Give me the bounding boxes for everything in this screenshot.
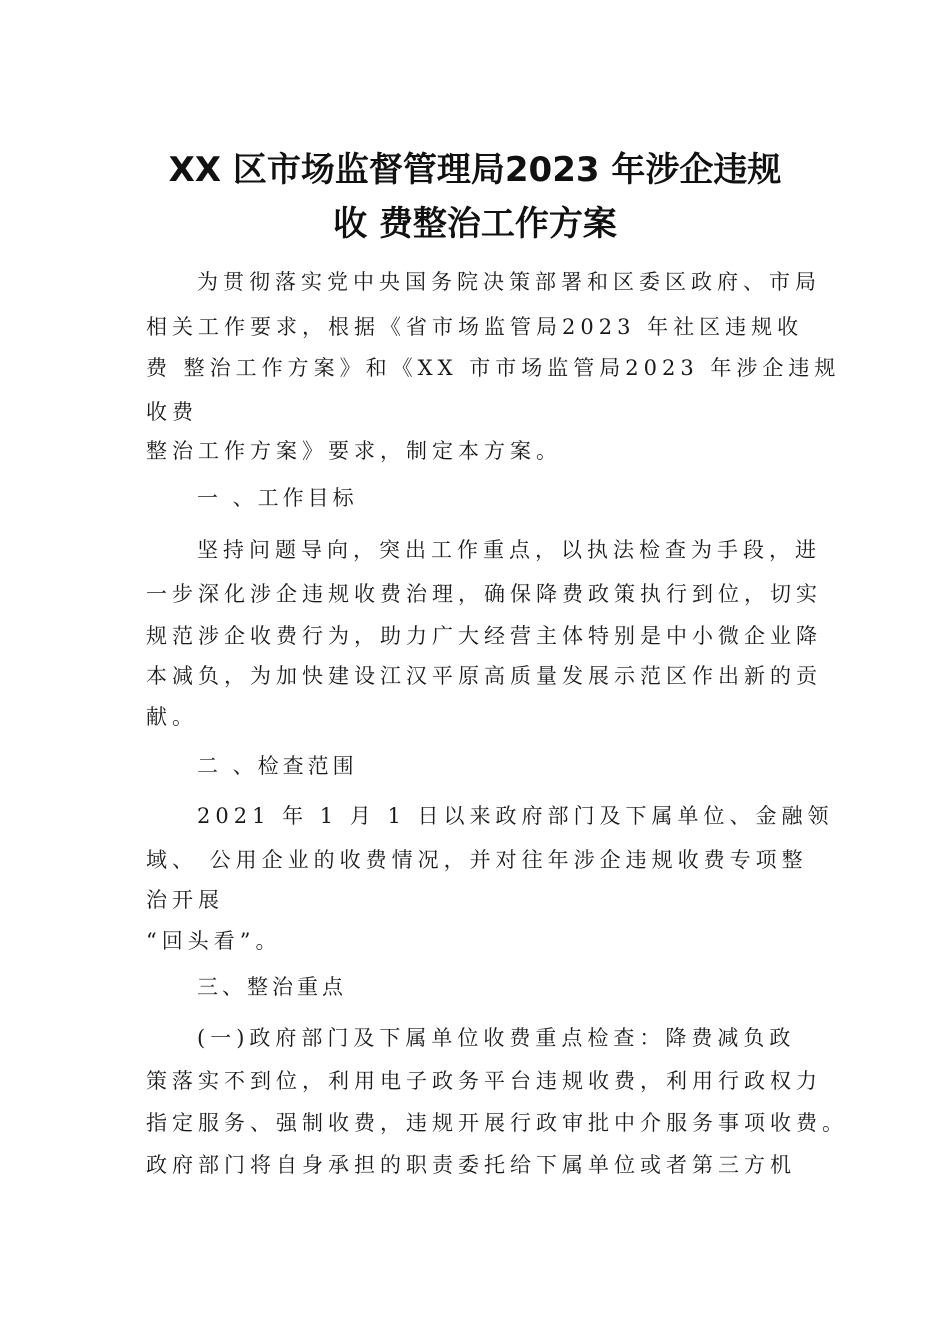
section-heading: 二 、检查范围 (197, 754, 358, 778)
paragraph-line: 指定服务、强制收费，违规开展行政审批中介服务事项收费。 (146, 1111, 848, 1135)
section-heading: 三、整治重点 (197, 975, 347, 999)
paragraph-line: 2021 年 1 月 1 日以来政府部门及下属单位、金融领 (197, 804, 834, 828)
paragraph-line: 政府部门将自身承担的职责委托给下属单位或者第三方机 (146, 1153, 796, 1177)
paragraph-line: 整治工作方案》要求，制定本方案。 (146, 439, 562, 463)
paragraph-line: 一步深化涉企违规收费治理，确保降费政策执行到位，切实 (146, 582, 822, 606)
paragraph-line: 相关工作要求，根据《省市场监管局2023 年社区违规收 (146, 315, 804, 339)
paragraph-line: 规范涉企收费行为，助力广大经营主体特别是中小微企业降 (146, 624, 822, 648)
paragraph-line: 域、 公用企业的收费情况，并对往年涉企违规收费专项整 (146, 848, 808, 872)
paragraph-line: 策落实不到位，利用电子政务平台违规收费，利用行政权力 (146, 1069, 822, 1093)
paragraph-line: 本减负，为加快建设江汉平原高质量发展示范区作出新的贡 (146, 664, 822, 688)
section-heading: 一 、工作目标 (197, 486, 358, 510)
paragraph-line: 坚持问题导向，突出工作重点，以执法检查为手段，进 (197, 538, 821, 562)
paragraph-line: 献。 (146, 705, 198, 729)
paragraph-line: 费 整治工作方案》和《XX 市市场监管局2023 年涉企违规 (146, 356, 841, 380)
paragraph-line: 收费 (146, 400, 198, 424)
document-title-line-2: 收 费整治工作方案 (333, 204, 617, 244)
paragraph-line: “回头看”。 (146, 929, 282, 953)
document-title-line-1: XX 区市场监督管理局2023 年涉企违规 (168, 150, 782, 190)
paragraph-line: (一)政府部门及下属单位收费重点检查：降费减负政 (197, 1026, 796, 1050)
paragraph-line: 为贯彻落实党中央国务院决策部署和区委区政府、市局 (197, 270, 821, 294)
paragraph-line: 治开展 (146, 888, 224, 912)
